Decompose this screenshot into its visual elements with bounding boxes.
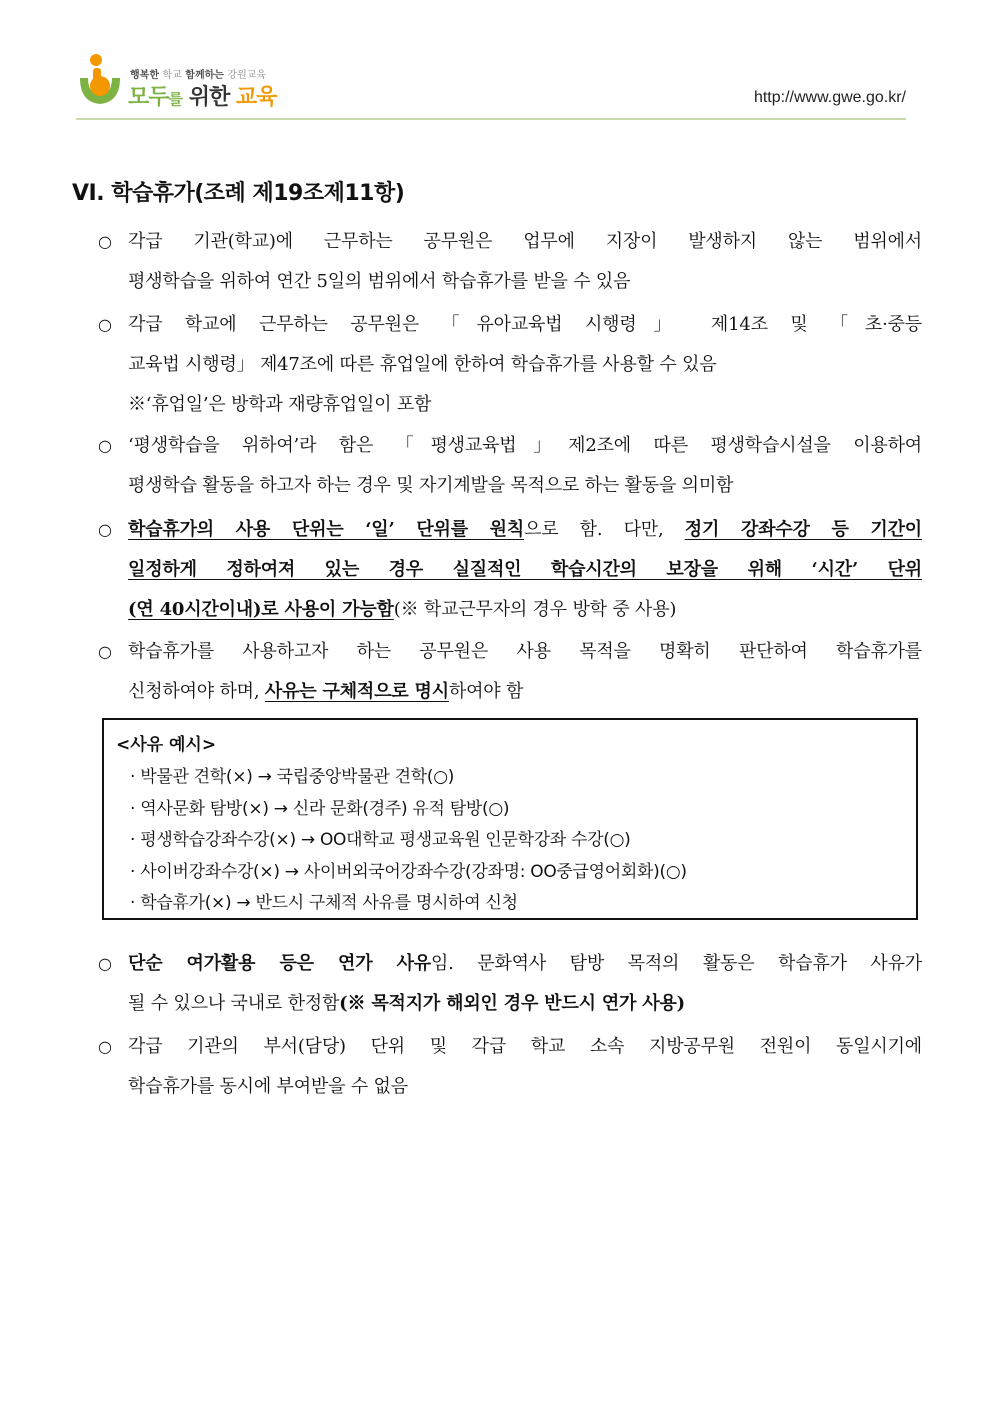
example-item: · 사이버강좌수강(×) → 사이버외국어강좌수강(강좌명: OO중급영어회화)(○) [130, 862, 687, 882]
bullet: ○ [98, 436, 112, 455]
logo-tag-c: 함께하는 [185, 70, 224, 81]
list-item [98, 1027, 922, 1107]
emphasis-line: 일정하게 정하여져 있는 경우 실질적인 학습시간의 보장을 위해 ‘시간’ 단위 [128, 559, 922, 580]
bullet: ○ [98, 954, 112, 973]
item-line: 교육법 시행령」 제47조에 따른 휴업일에 한하여 학습휴가를 사용할 수 있음 [128, 354, 717, 375]
page-header [76, 48, 906, 120]
item-line: 각급 학교에 근무하는 공무원은 「유아교육법 시행령」 제14조 및 「초·중등 [128, 314, 922, 335]
list-item [98, 426, 922, 506]
logo-tag-b: 학교 [162, 70, 182, 81]
item-line [128, 984, 922, 1024]
example-box-title: <사유 예시> [116, 735, 217, 755]
emphasis-text: 정기 강좌수강 등 기간이 [684, 519, 922, 540]
logo-word-d: 교육 [235, 85, 277, 110]
emphasis-text: 학습휴가의 사용 단위는 ‘일’ 단위를 원칙 [128, 519, 525, 540]
list-item [98, 305, 922, 425]
logo-word-c: 위한 [188, 85, 230, 110]
item-line: 평생학습 활동을 하고자 하는 경우 및 자기계발을 목적으로 하는 활동을 의미함 [128, 475, 734, 496]
example-item: · 역사문화 탐방(×) → 신라 문화(경주) 유적 탐방(○) [130, 799, 510, 819]
header-divider [76, 118, 906, 120]
bullet: ○ [98, 315, 112, 334]
item-line [128, 944, 922, 984]
item-line [128, 672, 922, 712]
logo-tagline [130, 66, 266, 81]
emphasis-text: (연 40시간이내)로 사용이 가능함 [128, 599, 394, 620]
example-item: · 박물관 견학(×) → 국립중앙박물관 견학(○) [130, 767, 455, 787]
logo-tag-a: 행복한 [130, 70, 159, 81]
plain-text: 으로 함. 다만, [524, 519, 685, 540]
note-text: (※ 학교근무자의 경우 방학 중 사용) [393, 599, 677, 620]
list-item [98, 944, 922, 1024]
logo-word-b: 를 [168, 90, 183, 108]
example-item: · 학습휴가(×) → 반드시 구체적 사유를 명시하여 신청 [130, 893, 518, 913]
example-box [102, 718, 918, 920]
gwe-logo-mark-icon [76, 52, 124, 108]
item-note: ※‘휴업일’은 방학과 재량휴업일이 포함 [128, 394, 432, 415]
bullet: ○ [98, 520, 112, 539]
item-line [128, 510, 922, 550]
item-line: ‘평생학습을 위하여’라 함은 「평생교육법」제2조에 따른 평생학습시설을 이용하여 [128, 435, 922, 456]
emphasis-text: 사유는 구체적으로 명시 [264, 681, 449, 702]
bullet: ○ [98, 642, 112, 661]
plain-text: 신청하여야 하며, [128, 681, 265, 702]
item-line: 평생학습을 위하여 연간 5일의 범위에서 학습휴가를 받을 수 있음 [128, 271, 631, 292]
list-item [98, 632, 922, 712]
example-item: · 평생학습강좌수강(×) → OO대학교 평생교육원 인문학강좌 수강(○) [130, 830, 631, 850]
logo-tag-d: 강원교육 [227, 70, 267, 81]
list-item [98, 510, 922, 630]
plain-text: 임. 문화역사 탐방 목적의 활동은 학습휴가 사유가 [430, 953, 922, 974]
logo-word-a: 모두 [128, 85, 169, 110]
item-line: 각급 기관(학교)에 근무하는 공무원은 업무에 지장이 발생하지 않는 범위에서 [128, 231, 922, 252]
item-line: 각급 기관의 부서(담당) 단위 및 각급 학교 소속 지방공무원 전원이 동일시기에 [128, 1036, 922, 1057]
item-line: 학습휴가를 동시에 부여받을 수 없음 [128, 1076, 408, 1097]
site-url[interactable]: http://www.gwe.go.kr/ [753, 89, 906, 106]
emphasis-text: 단순 여가활용 등은 연가 사유 [128, 953, 431, 974]
section-title: VI. 학습휴가(조례 제19조제11항) [72, 181, 405, 206]
plain-text: 될 수 있으나 국내로 한정함 [128, 993, 340, 1014]
item-line [128, 590, 922, 630]
emphasis-text: (※ 목적지가 해외인 경우 반드시 연가 사용) [339, 993, 685, 1014]
bullet: ○ [98, 1037, 112, 1056]
plain-text: 하여야 함 [448, 681, 524, 702]
gwe-logo [76, 52, 316, 112]
item-line: 학습휴가를 사용하고자 하는 공무원은 사용 목적을 명확히 판단하여 학습휴가를 [128, 641, 922, 662]
logo-wordmark [128, 80, 276, 111]
bullet: ○ [98, 232, 112, 251]
list-item [98, 222, 922, 302]
